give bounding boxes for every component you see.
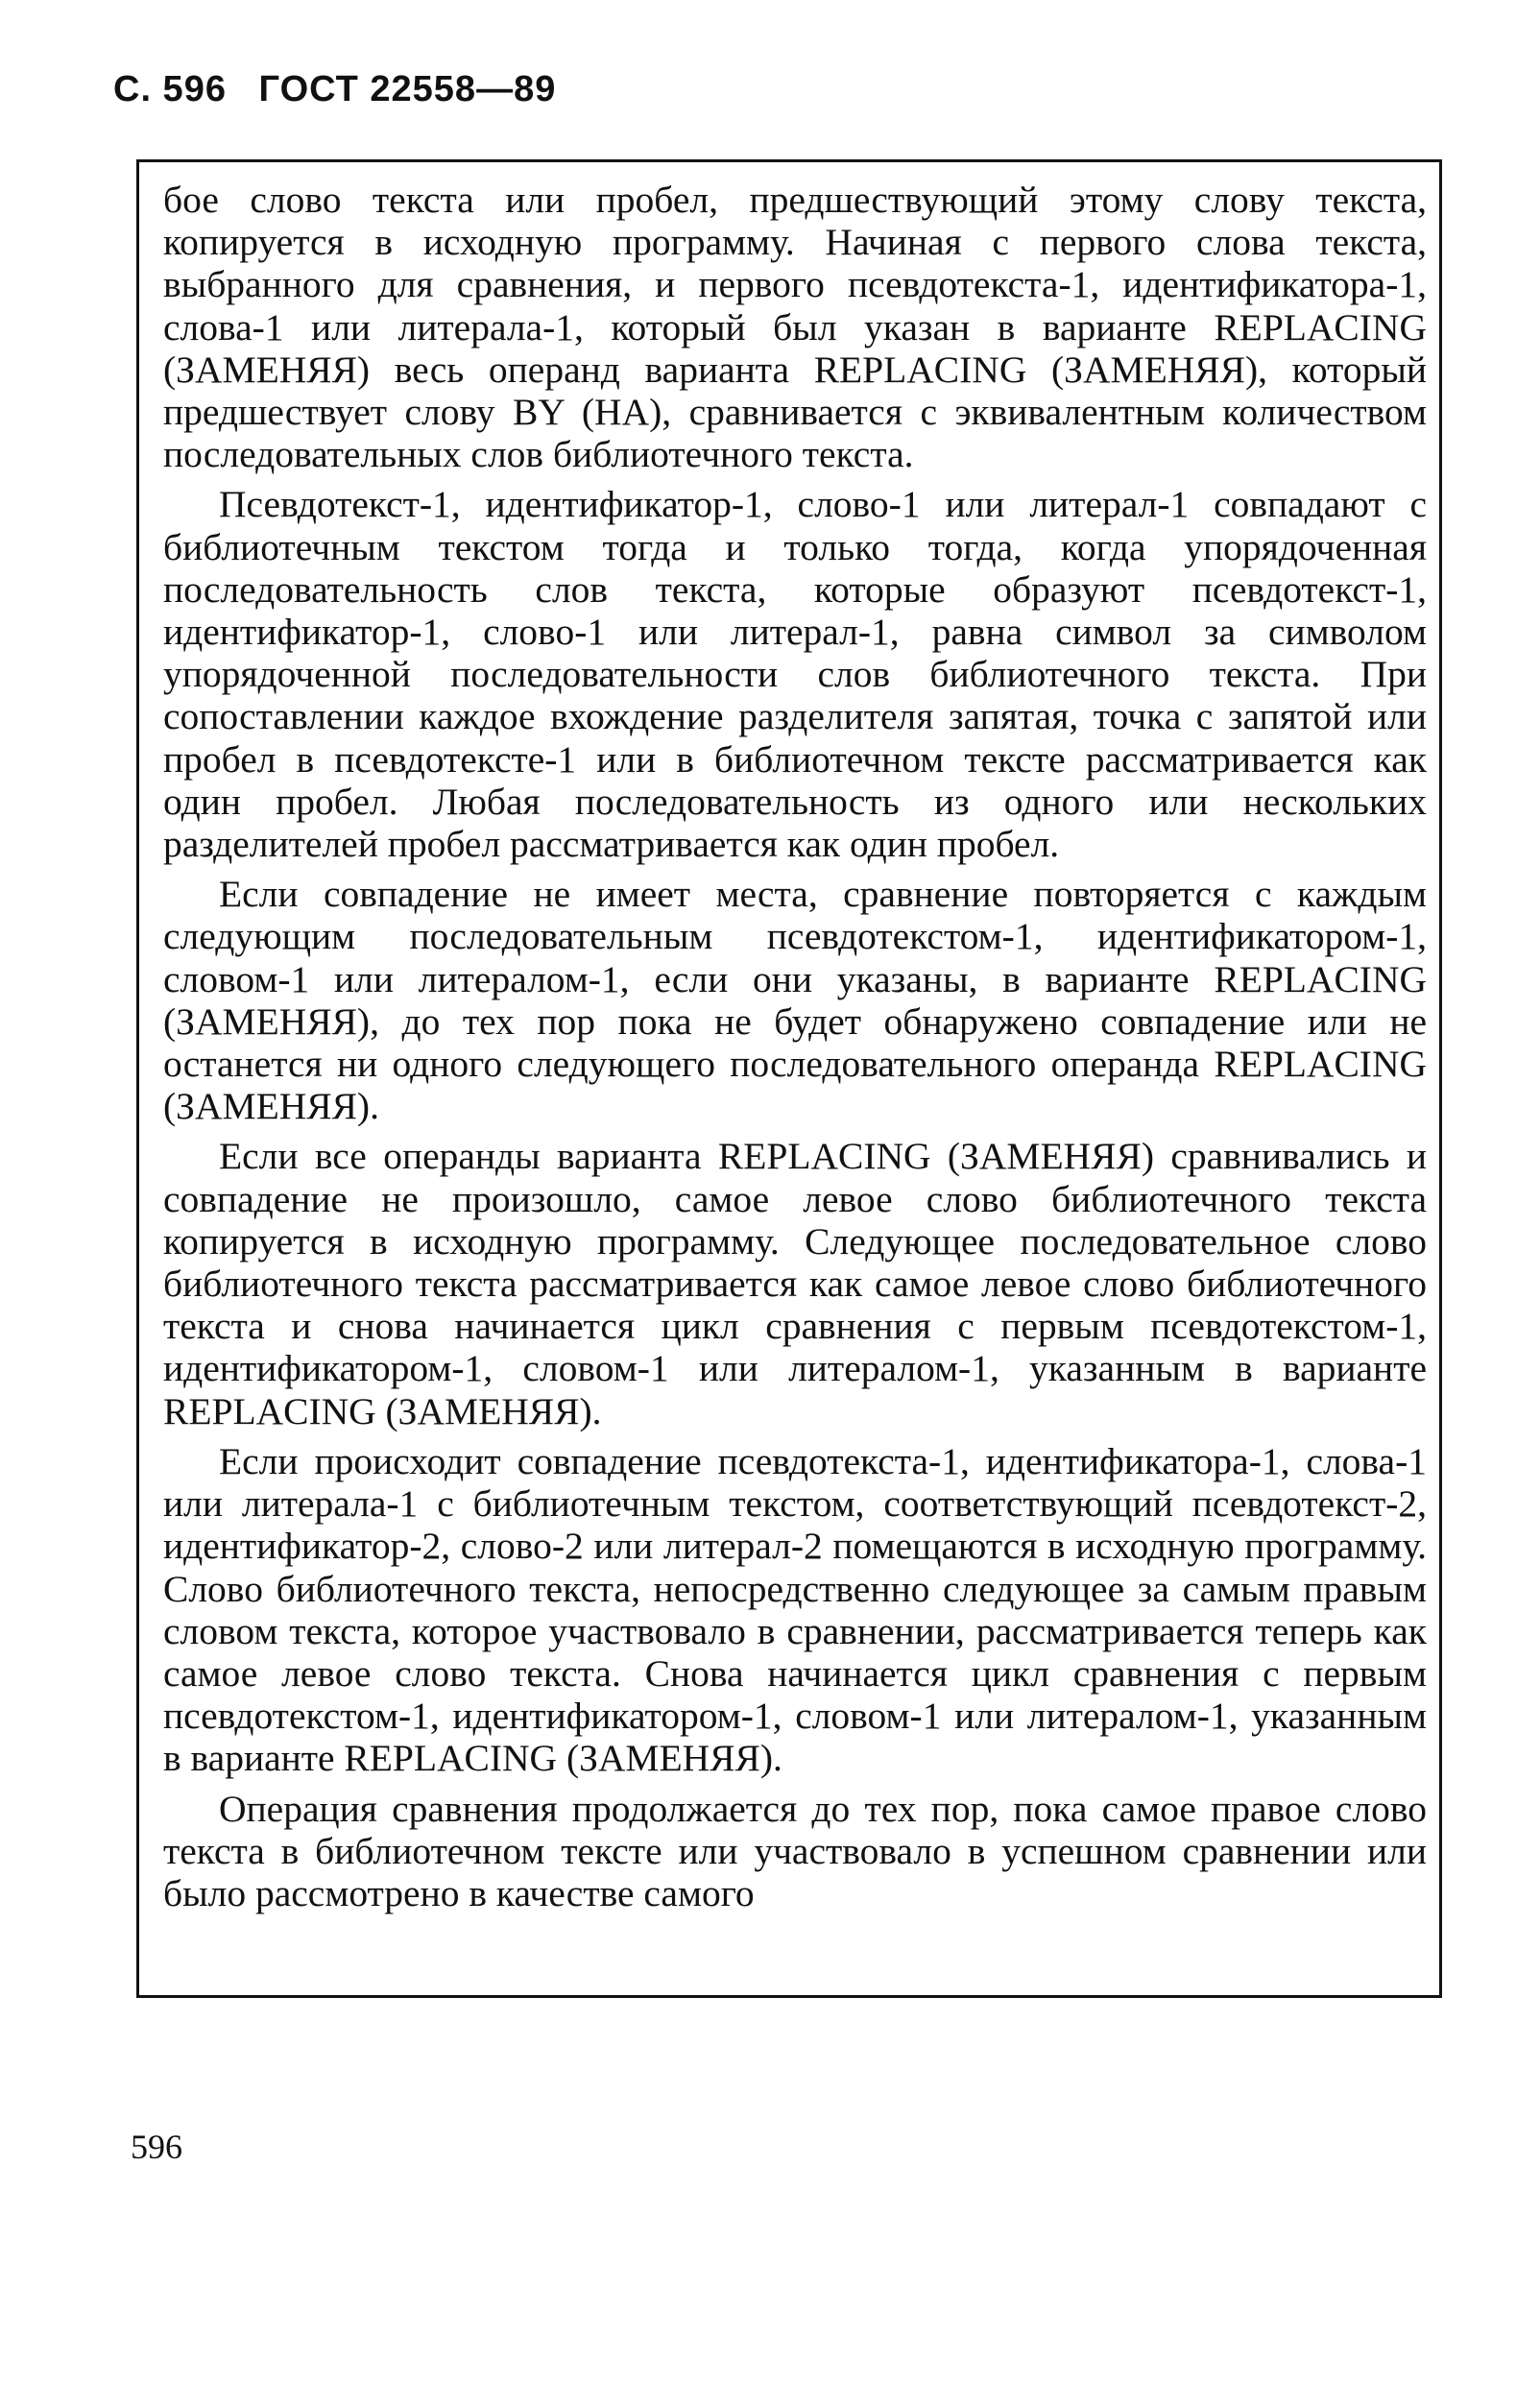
page-number: 596 bbox=[131, 2128, 182, 2166]
paragraph: Псевдотекст-1, идентификатор-1, слово-1 или литерал-1 совпадают с библиотечным текстом тогда и только тогда, когда упорядоченная последовательность слов текста, которые образуют псевдотекст-1, идентификатор-1, слово-1 или литерал-1, равна символ за символом упорядоченной последовательности слов библиотечного текста. При сопоставлении каждое вхождение разделителя запятая, точка с запятой или пробел в псевдотексте-1 или в библиотечном тексте рассматривается как один пробел. Любая последовательность из одного или нескольких разделителей пробел рассматривается как один пробел. bbox=[163, 483, 1427, 866]
paragraph: Если совпадение не имеет места, сравнение повторяется с каждым следующим последовательным псевдотекстом-1, идентификатором-1, словом-1 или литералом-1, если они указаны, в варианте REPLACING (ЗАМЕНЯЯ), до тех пор пока не будет обнаружено совпадение или не останется ни одного следующего последовательного операнда REPLACING (ЗАМЕНЯЯ). bbox=[163, 873, 1427, 1128]
body-text bbox=[163, 179, 1427, 1914]
page-header bbox=[113, 69, 577, 110]
paragraph: Операция сравнения продолжается до тех пор, пока самое правое слово текста в библиотечном тексте или участвовало в успешном сравнении или было рассмотрено в качестве самого bbox=[163, 1787, 1427, 1914]
paragraph: Если происходит совпадение псевдотекста-1, идентификатора-1, слова-1 или литерала-1 с библиотечным текстом, соответствующий псевдотекст-2, идентификатор-2, слово-2 или литерал-2 помещаются в исходную программу. Слово библиотечного текста, непосредственно следующее за самым правым словом текста, которое участвовало в сравнении, рассматривается теперь как самое левое слово текста. Снова начинается цикл сравнения с первым псевдотекстом-1, идентификатором-1, словом-1 или литералом-1, указанным в варианте REPLACING (ЗАМЕНЯЯ). bbox=[163, 1439, 1427, 1780]
paragraph: бое слово текста или пробел, предшествующий этому слову текста, копируется в исходную программу. Начиная с первого слова текста, выбранного для сравнения, и первого псевдотекста-1, идентификатора-1, слова-1 или литерала-1, который был указан в варианте REPLACING (ЗАМЕНЯЯ) весь операнд варианта REPLACING (ЗАМЕНЯЯ), который предшествует слову BY (НА), сравнивается с эквивалентным количеством последовательных слов библиотечного текста. bbox=[163, 179, 1427, 476]
standard-title: ГОСТ 22558—89 bbox=[258, 69, 557, 109]
paragraph: Если все операнды варианта REPLACING (ЗАМЕНЯЯ) сравнивались и совпадение не произошло, самое левое слово библиотечного текста копируется в исходную программу. Следующее последовательное слово библиотечного текста рассматривается как самое левое слово библиотечного текста и снова начинается цикл сравнения с первым псевдотекстом-1, идентификатором-1, словом-1 или литералом-1, указанным в варианте REPLACING (ЗАМЕНЯЯ). bbox=[163, 1135, 1427, 1432]
page-label: С. 596 bbox=[113, 69, 227, 109]
